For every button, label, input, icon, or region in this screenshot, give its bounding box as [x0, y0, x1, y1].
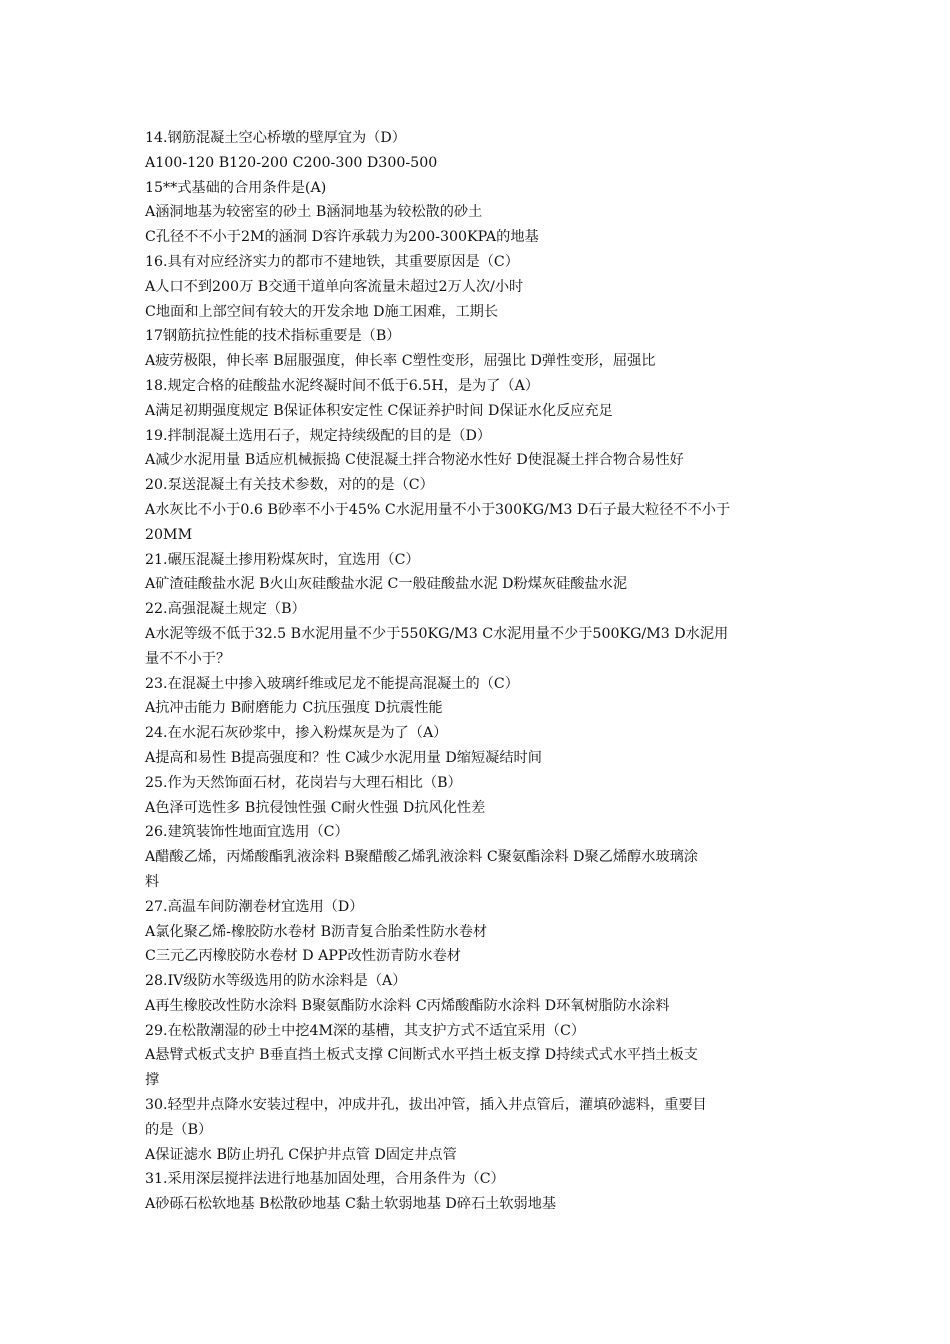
question-26: 26.建筑装饰性地面宜选用（C） [145, 824, 349, 841]
question-28: 28.IV级防水等级选用的防水涂料是（A） [145, 973, 407, 990]
question-31: 31.采用深层搅拌法进行地基加固处理，合用条件为（C） [145, 1171, 505, 1188]
options-18: A满足初期强度规定 B保证体积安定性 C保证养护时间 D保证水化反应充足 [145, 402, 613, 419]
question-23: 23.在混凝土中掺入玻璃纤维或尼龙不能提高混凝土的（C） [145, 675, 519, 692]
question-24: 24.在水泥石灰砂浆中，掺入粉煤灰是为了（A） [145, 725, 448, 742]
question-18: 18.规定合格的硅酸盐水泥终凝时间不低于6.5H，是为了（A） [145, 377, 540, 394]
options-31: A砂砾石松软地基 B松散砂地基 C黏土软弱地基 D碎石土软弱地基 [145, 1196, 557, 1213]
options-24: A提高和易性 B提高强度和？性 C减少水泥用量 D缩短凝结时间 [145, 749, 542, 766]
options-22-a: A水泥等级不低于32.5 B水泥用量不少于550KG/M3 C水泥用量不少于500KG/M3 D水泥用 [145, 625, 729, 642]
options-26-b: 料 [145, 873, 160, 890]
options-27-a: A氯化聚乙烯-橡胶防水卷材 B沥青复合胎柔性防水卷材 [145, 923, 488, 940]
question-14: 14.钢筋混凝土空心桥墩的壁厚宜为（D） [145, 130, 406, 146]
options-19: A减少水泥用量 B适应机械振捣 C使混凝土拌合物泌水性好 D使混凝土拌合物合易性好 [145, 452, 684, 469]
options-20-b: 20MM [145, 526, 193, 543]
question-27: 27.高温车间防潮卷材宜选用（D） [145, 898, 364, 915]
options-23: A抗冲击能力 B耐磨能力 C抗压强度 D抗震性能 [145, 700, 443, 717]
options-29-a: A悬臂式板式支护 B垂直挡土板式支撑 C间断式水平挡土板支撑 D持续式式水平挡土板支 [145, 1047, 698, 1064]
options-21: A矿渣硅酸盐水泥 B火山灰硅酸盐水泥 C一般硅酸盐水泥 D粉煤灰硅酸盐水泥 [145, 576, 628, 593]
question-29: 29.在松散潮湿的砂土中挖4M深的基槽，其支护方式不适宜采用（C） [145, 1022, 586, 1039]
options-28: A再生橡胶改性防水涂料 B聚氨酯防水涂料 C丙烯酸酯防水涂料 D环氧树脂防水涂料 [145, 997, 670, 1014]
options-22-b: 量不不小于？ [145, 650, 231, 667]
question-20: 20.泵送混凝土有关技术参数，对的的是（C） [145, 477, 434, 494]
options-14: A100-120 B120-200 C200-300 D300-500 [145, 154, 438, 171]
question-17: 17钢筋抗拉性能的技术指标重要是（B） [145, 328, 401, 345]
question-30-a: 30.轻型井点降水安装过程中，冲成井孔，拔出冲管，插入井点管后，灌填砂滤料，重要目 [145, 1097, 707, 1114]
question-25: 25.作为天然饰面石材，花岗岩与大理石相比（B） [145, 774, 462, 791]
options-27-b: C三元乙丙橡胶防水卷材 D APP改性沥青防水卷材 [145, 948, 461, 965]
question-15: 15**式基础的合用条件是(A) [145, 179, 327, 196]
question-30-b: 的是（B） [145, 1121, 213, 1138]
options-15-b: C孔径不不小于2M的涵洞 D容许承载力为200-300KPA的地基 [145, 229, 539, 246]
options-29-b: 撑 [145, 1072, 160, 1089]
options-26-a: A醋酸乙烯，丙烯酸酯乳液涂料 B聚醋酸乙烯乳液涂料 C聚氨酯涂料 D聚乙烯醇水玻璃涂 [145, 849, 698, 866]
options-20-a: A水灰比不小于0.6 B砂率不小于45% C水泥用量不小于300KG/M3 D石子最大粒径不不小于 [145, 501, 731, 518]
options-17: A疲劳极限，伸长率 B屈服强度，伸长率 C塑性变形，屈强比 D弹性变形，屈强比 [145, 353, 656, 370]
options-15-a: A涵洞地基为较密室的砂土 B涵洞地基为较松散的砂土 [145, 204, 483, 221]
question-21: 21.碾压混凝土掺用粉煤灰时，宜选用（C） [145, 551, 420, 568]
document-body [145, 126, 810, 1217]
options-16-b: C地面和上部空间有较大的开发余地 D施工困难，工期长 [145, 303, 499, 320]
question-19: 19.拌制混凝土选用石子，规定持续级配的目的是（D） [145, 427, 492, 444]
options-30: A保证滤水 B防止坍孔 C保护井点管 D固定井点管 [145, 1146, 457, 1163]
options-16-a: A人口不到200万 B交通干道单向客流量未超过2万人次/小时 [145, 278, 524, 295]
question-16: 16.具有对应经济实力的都市不建地铁，其重要原因是（C） [145, 253, 519, 270]
question-22: 22.高强混凝土规定（B） [145, 601, 306, 618]
options-25: A色泽可选性多 B抗侵蚀性强 C耐火性强 D抗风化性差 [145, 799, 486, 816]
